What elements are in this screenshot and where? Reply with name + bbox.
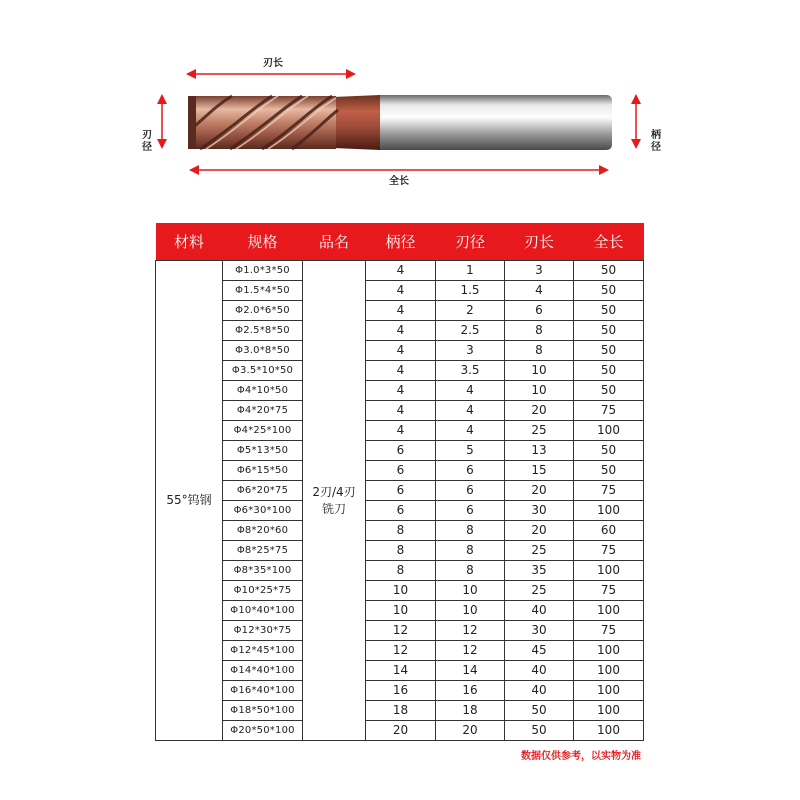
spec-cell: Φ14*40*100 bbox=[223, 661, 303, 681]
end-mill-diagram bbox=[0, 0, 800, 200]
total-cell: 100 bbox=[574, 501, 644, 521]
blade-d-cell: 3 bbox=[436, 341, 505, 361]
table-row bbox=[156, 601, 644, 621]
spec-cell: Φ4*25*100 bbox=[223, 421, 303, 441]
blade-len-cell: 30 bbox=[505, 501, 574, 521]
spec-cell: Φ2.0*6*50 bbox=[223, 301, 303, 321]
blade-len-cell: 10 bbox=[505, 361, 574, 381]
shank-cell: 20 bbox=[366, 721, 436, 741]
blade-len-cell: 50 bbox=[505, 701, 574, 721]
shank-cell: 4 bbox=[366, 401, 436, 421]
shank-cell: 4 bbox=[366, 361, 436, 381]
spec-cell: Φ1.0*3*50 bbox=[223, 261, 303, 281]
table-row bbox=[156, 281, 644, 301]
blade-len-cell: 40 bbox=[505, 601, 574, 621]
blade-len-cell: 13 bbox=[505, 441, 574, 461]
header-blade-length: 刃长 bbox=[505, 223, 574, 261]
shank-cell: 6 bbox=[366, 441, 436, 461]
table-row bbox=[156, 421, 644, 441]
blade-d-cell: 10 bbox=[436, 601, 505, 621]
shank-cell: 18 bbox=[366, 701, 436, 721]
table-row bbox=[156, 301, 644, 321]
total-cell: 75 bbox=[574, 481, 644, 501]
blade-d-cell: 14 bbox=[436, 661, 505, 681]
blade-d-cell: 6 bbox=[436, 481, 505, 501]
blade-d-cell: 1 bbox=[436, 261, 505, 281]
product-name-cell bbox=[303, 261, 366, 741]
shank-cell: 4 bbox=[366, 261, 436, 281]
blade-len-cell: 35 bbox=[505, 561, 574, 581]
blade-len-cell: 20 bbox=[505, 401, 574, 421]
table-row bbox=[156, 621, 644, 641]
total-cell: 50 bbox=[574, 261, 644, 281]
table-row bbox=[156, 441, 644, 461]
blade-d-cell: 4 bbox=[436, 401, 505, 421]
product-name-line-1: 2刃/4刃 bbox=[312, 484, 356, 499]
table-row bbox=[156, 381, 644, 401]
blade-len-cell: 4 bbox=[505, 281, 574, 301]
header-product-name: 品名 bbox=[303, 223, 366, 261]
header-total-length: 全长 bbox=[574, 223, 644, 261]
blade-d-cell: 12 bbox=[436, 621, 505, 641]
blade-len-cell: 45 bbox=[505, 641, 574, 661]
blade-d-cell: 6 bbox=[436, 501, 505, 521]
blade-len-cell: 20 bbox=[505, 521, 574, 541]
table-row bbox=[156, 401, 644, 421]
blade-len-cell: 40 bbox=[505, 661, 574, 681]
blade-len-cell: 8 bbox=[505, 341, 574, 361]
total-cell: 75 bbox=[574, 621, 644, 641]
table-row bbox=[156, 541, 644, 561]
shank-cell: 14 bbox=[366, 661, 436, 681]
shank-cell: 4 bbox=[366, 301, 436, 321]
shank-cell: 10 bbox=[366, 581, 436, 601]
shank-cell: 8 bbox=[366, 521, 436, 541]
spec-cell: Φ3.0*8*50 bbox=[223, 341, 303, 361]
product-name-line-2: 铣刀 bbox=[321, 501, 346, 516]
header-spec: 规格 bbox=[223, 223, 303, 261]
shank-diameter-label-1: 柄 bbox=[651, 130, 661, 141]
table-row bbox=[156, 321, 644, 341]
shank-cell: 6 bbox=[366, 501, 436, 521]
header-shank-diameter: 柄径 bbox=[366, 223, 436, 261]
blade-d-cell: 5 bbox=[436, 441, 505, 461]
header-material: 材料 bbox=[156, 223, 223, 261]
blade-d-cell: 20 bbox=[436, 721, 505, 741]
blade-d-cell: 18 bbox=[436, 701, 505, 721]
blade-d-cell: 2.5 bbox=[436, 321, 505, 341]
spec-cell: Φ3.5*10*50 bbox=[223, 361, 303, 381]
total-cell: 50 bbox=[574, 361, 644, 381]
blade-d-cell: 10 bbox=[436, 581, 505, 601]
blade-len-cell: 25 bbox=[505, 421, 574, 441]
total-cell: 100 bbox=[574, 421, 644, 441]
blade-d-cell: 4 bbox=[436, 421, 505, 441]
total-cell: 100 bbox=[574, 661, 644, 681]
table-row bbox=[156, 561, 644, 581]
blade-diameter-arrow bbox=[157, 94, 167, 149]
total-cell: 100 bbox=[574, 681, 644, 701]
blade-len-cell: 6 bbox=[505, 301, 574, 321]
table-row bbox=[156, 461, 644, 481]
total-length-arrow bbox=[189, 165, 609, 175]
table-row bbox=[156, 341, 644, 361]
spec-cell: Φ1.5*4*50 bbox=[223, 281, 303, 301]
spec-cell: Φ12*45*100 bbox=[223, 641, 303, 661]
table-row bbox=[156, 361, 644, 381]
shank-cell: 8 bbox=[366, 541, 436, 561]
table-row bbox=[156, 581, 644, 601]
total-cell: 50 bbox=[574, 441, 644, 461]
spec-cell: Φ8*35*100 bbox=[223, 561, 303, 581]
shank-diameter-label-2: 径 bbox=[651, 142, 661, 153]
shank-cell: 4 bbox=[366, 281, 436, 301]
blade-diameter-label-2: 径 bbox=[142, 142, 152, 153]
blade-len-cell: 50 bbox=[505, 721, 574, 741]
total-cell: 50 bbox=[574, 281, 644, 301]
total-cell: 50 bbox=[574, 321, 644, 341]
blade-d-cell: 8 bbox=[436, 561, 505, 581]
blade-len-cell: 20 bbox=[505, 481, 574, 501]
shank-diameter-arrow bbox=[631, 94, 641, 149]
blade-len-cell: 10 bbox=[505, 381, 574, 401]
spec-cell: Φ10*40*100 bbox=[223, 601, 303, 621]
blade-len-cell: 25 bbox=[505, 541, 574, 561]
table-row bbox=[156, 521, 644, 541]
table-body bbox=[156, 261, 644, 741]
table-row bbox=[156, 261, 644, 281]
blade-d-cell: 2 bbox=[436, 301, 505, 321]
table-row bbox=[156, 481, 644, 501]
shank-cell: 6 bbox=[366, 461, 436, 481]
shank-cell: 4 bbox=[366, 421, 436, 441]
blade-d-cell: 8 bbox=[436, 541, 505, 561]
spec-cell: Φ4*10*50 bbox=[223, 381, 303, 401]
shank-cell: 12 bbox=[366, 621, 436, 641]
end-mill-illustration bbox=[0, 0, 800, 200]
shank-cell: 4 bbox=[366, 381, 436, 401]
total-cell: 100 bbox=[574, 561, 644, 581]
blade-d-cell: 1.5 bbox=[436, 281, 505, 301]
spec-cell: Φ6*30*100 bbox=[223, 501, 303, 521]
blade-d-cell: 8 bbox=[436, 521, 505, 541]
table-row bbox=[156, 501, 644, 521]
blade-d-cell: 4 bbox=[436, 381, 505, 401]
blade-len-cell: 30 bbox=[505, 621, 574, 641]
footnote: 数据仅供参考，以实物为准 bbox=[521, 751, 641, 762]
total-cell: 50 bbox=[574, 301, 644, 321]
table-row bbox=[156, 661, 644, 681]
shank-cell: 6 bbox=[366, 481, 436, 501]
total-length-label: 全长 bbox=[389, 176, 409, 187]
total-cell: 75 bbox=[574, 541, 644, 561]
total-cell: 60 bbox=[574, 521, 644, 541]
blade-len-cell: 3 bbox=[505, 261, 574, 281]
total-cell: 50 bbox=[574, 381, 644, 401]
blade-len-cell: 8 bbox=[505, 321, 574, 341]
shank-cell: 12 bbox=[366, 641, 436, 661]
shank-cell: 10 bbox=[366, 601, 436, 621]
blade-diameter-label-1: 刃 bbox=[142, 130, 152, 141]
total-cell: 75 bbox=[574, 581, 644, 601]
shank-cell: 8 bbox=[366, 561, 436, 581]
blade-length-arrow bbox=[186, 69, 356, 79]
neck bbox=[333, 95, 380, 150]
total-cell: 50 bbox=[574, 341, 644, 361]
blade-d-cell: 16 bbox=[436, 681, 505, 701]
blade-d-cell: 12 bbox=[436, 641, 505, 661]
spec-cell: Φ8*25*75 bbox=[223, 541, 303, 561]
shank bbox=[378, 95, 612, 150]
spec-cell: Φ12*30*75 bbox=[223, 621, 303, 641]
header-blade-diameter: 刃径 bbox=[436, 223, 505, 261]
spec-cell: Φ10*25*75 bbox=[223, 581, 303, 601]
spec-cell: Φ2.5*8*50 bbox=[223, 321, 303, 341]
blade-length-label: 刃长 bbox=[263, 58, 283, 69]
total-cell: 75 bbox=[574, 401, 644, 421]
spec-cell: Φ6*20*75 bbox=[223, 481, 303, 501]
spec-table bbox=[155, 223, 644, 741]
shank-cell: 16 bbox=[366, 681, 436, 701]
spec-cell: Φ16*40*100 bbox=[223, 681, 303, 701]
shank-cell: 4 bbox=[366, 341, 436, 361]
blade-len-cell: 15 bbox=[505, 461, 574, 481]
spec-cell: Φ6*15*50 bbox=[223, 461, 303, 481]
spec-cell: Φ20*50*100 bbox=[223, 721, 303, 741]
spec-cell: Φ8*20*60 bbox=[223, 521, 303, 541]
table-row bbox=[156, 681, 644, 701]
table-row bbox=[156, 641, 644, 661]
total-cell: 100 bbox=[574, 641, 644, 661]
material-cell: 55°钨钢 bbox=[156, 261, 223, 741]
blade-d-cell: 6 bbox=[436, 461, 505, 481]
total-cell: 100 bbox=[574, 701, 644, 721]
blade-len-cell: 25 bbox=[505, 581, 574, 601]
spec-cell: Φ18*50*100 bbox=[223, 701, 303, 721]
blade-len-cell: 40 bbox=[505, 681, 574, 701]
shank-cell: 4 bbox=[366, 321, 436, 341]
total-cell: 100 bbox=[574, 601, 644, 621]
table-header-row bbox=[156, 223, 644, 261]
spec-cell: Φ4*20*75 bbox=[223, 401, 303, 421]
spec-cell: Φ5*13*50 bbox=[223, 441, 303, 461]
table-row bbox=[156, 721, 644, 741]
total-cell: 50 bbox=[574, 461, 644, 481]
table-row bbox=[156, 701, 644, 721]
blade-d-cell: 3.5 bbox=[436, 361, 505, 381]
total-cell: 100 bbox=[574, 721, 644, 741]
